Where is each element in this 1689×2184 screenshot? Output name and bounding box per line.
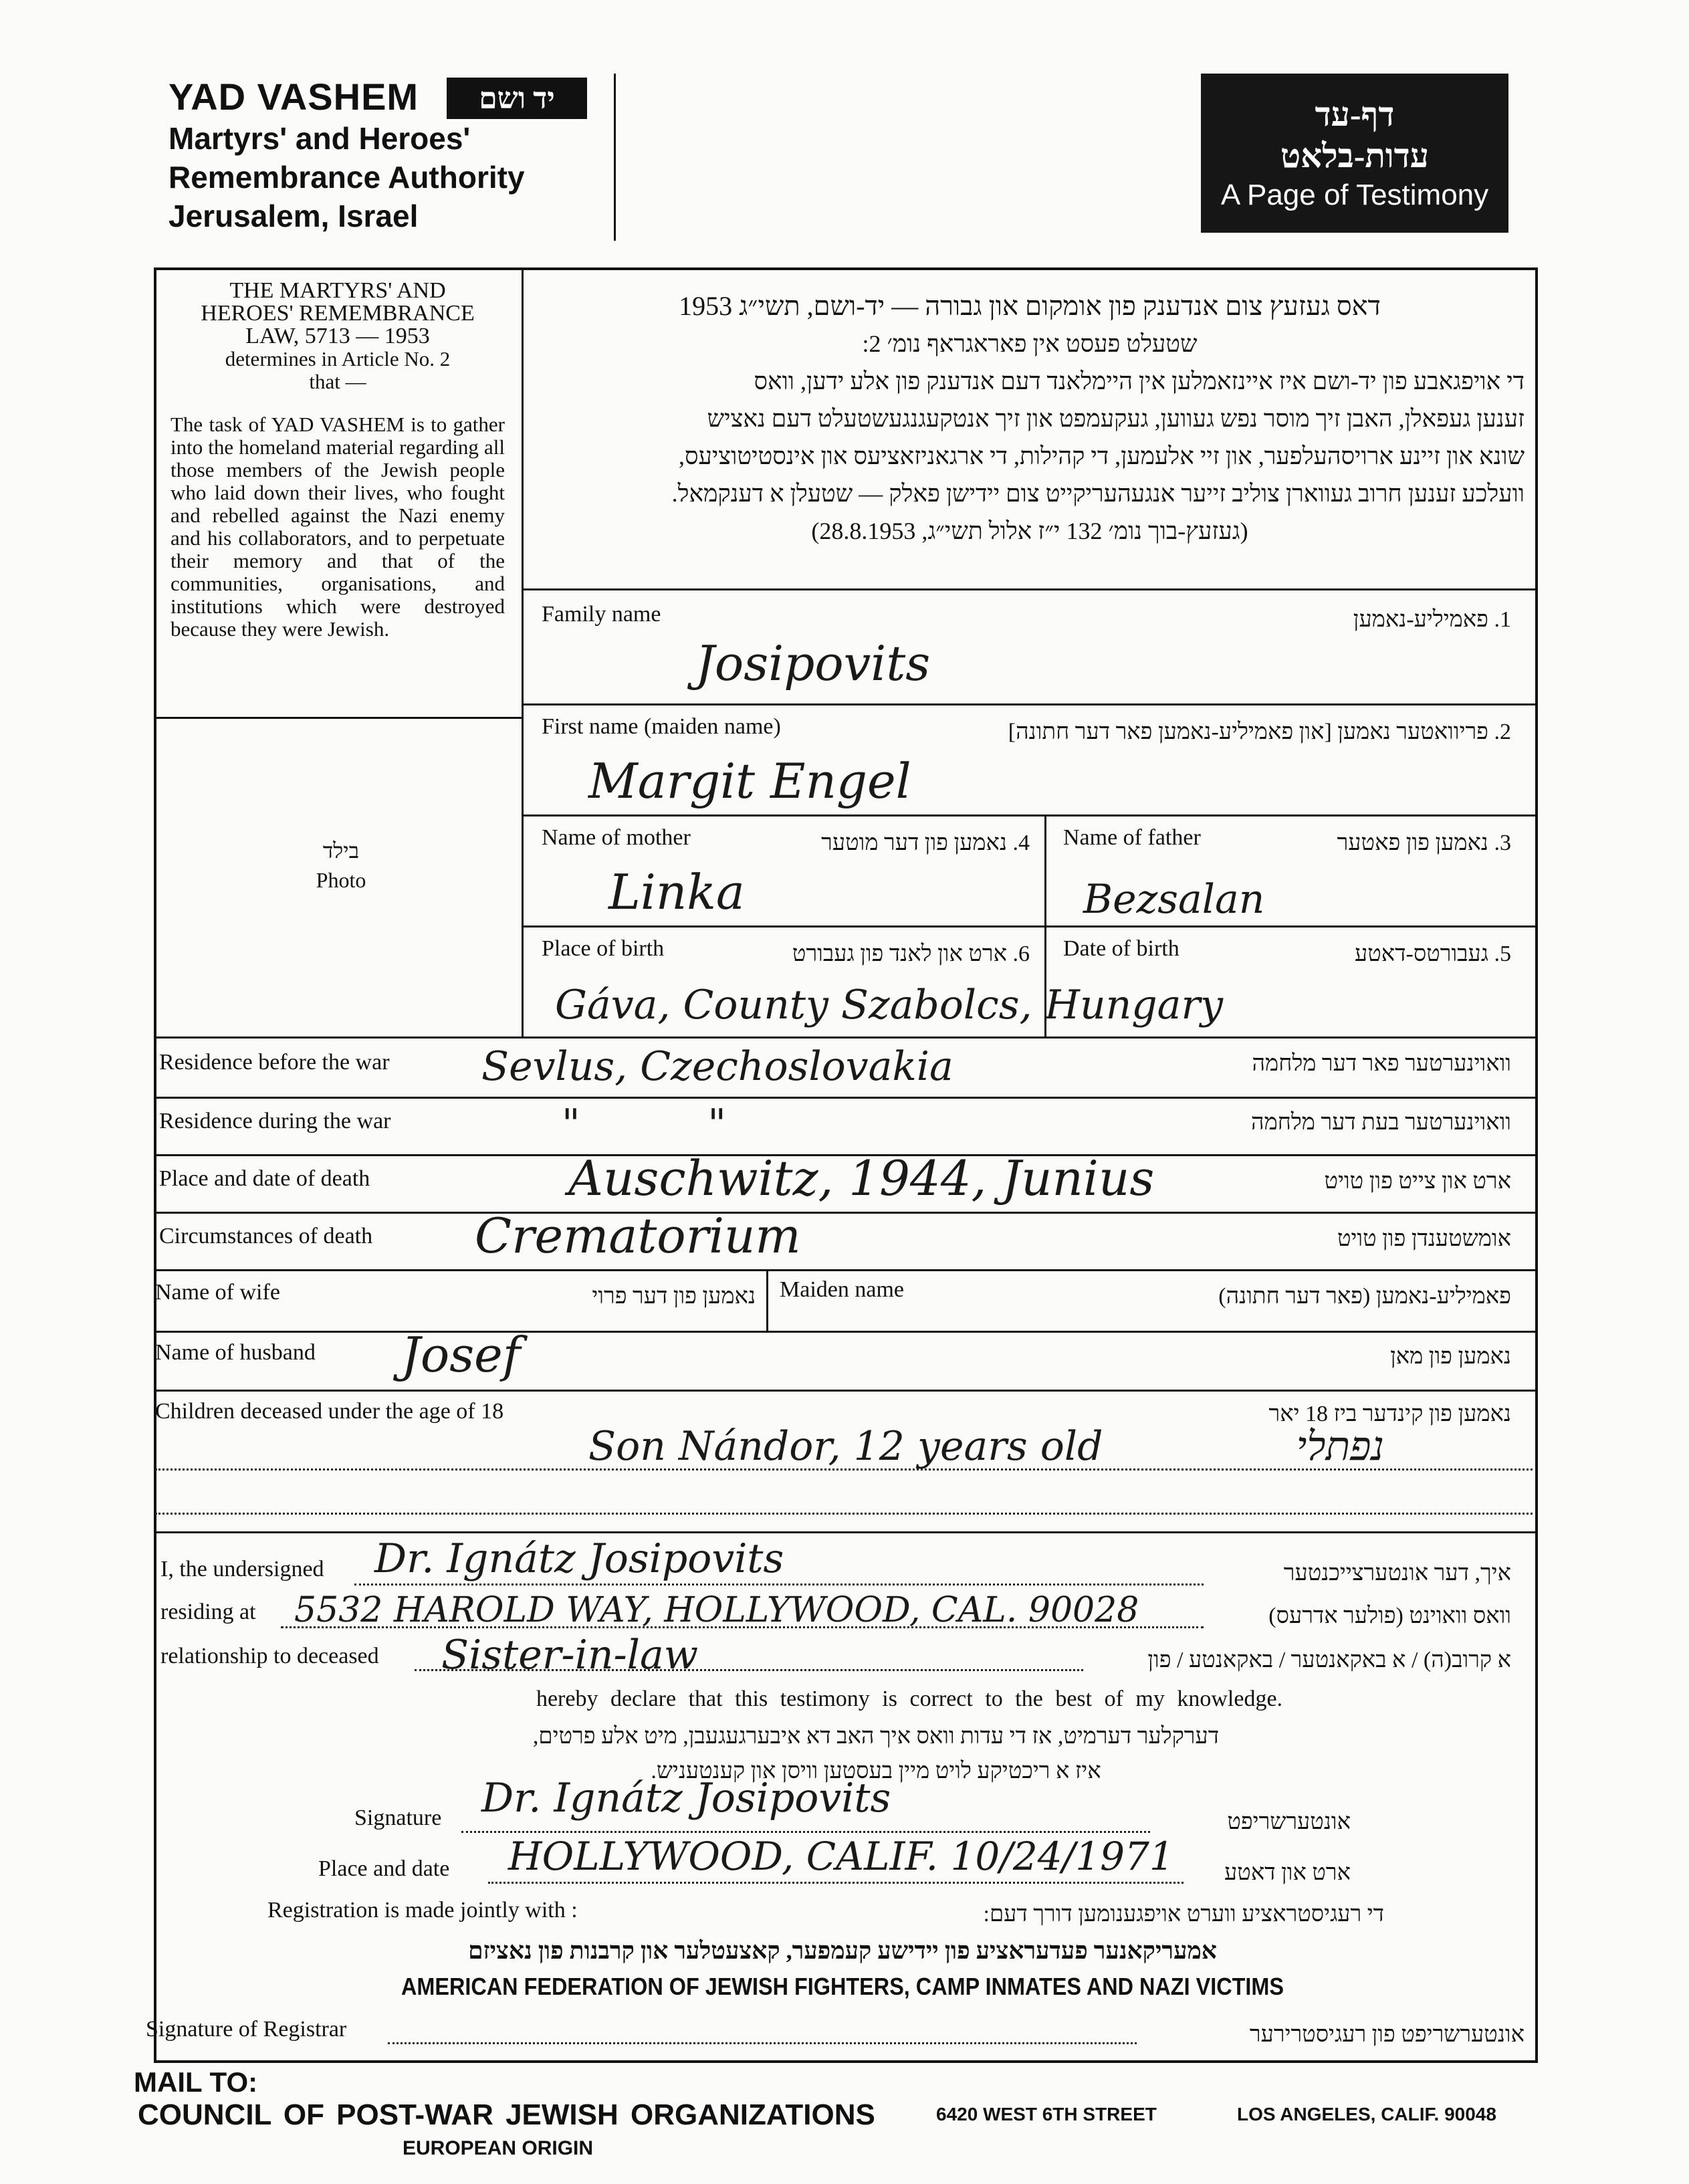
law-task-text: The task of YAD VASHEM is to gather into the homeland material regarding all those members of the Jewish people who laid down their lives, who fought and rebelled against the Nazi enemy and his collaborators, and to perpetuate their memory and that of the communities, organisations, and institutions which were destroyed because they were Jewish.	[171, 413, 505, 641]
undersigned-line	[354, 1584, 1204, 1586]
yiddish-law-line-3: די אויפגאבע פון יד-ושם איז איינזאמלען אין היימלאנד דעם אנדענק פון אלע ידען, וואס	[754, 368, 1525, 395]
undersigned-label-hebrew: איך, דער אונטערצייכנטער	[1283, 1561, 1511, 1586]
relationship-value[interactable]: Sister-in-law	[441, 1632, 699, 1678]
rule-wife	[154, 1269, 1538, 1271]
declaration-statement-hebrew-2: איז א ריכטיקע לויט מיין בעסטען וויסן און קענטעניש.	[651, 1759, 1101, 1783]
father-name-label-hebrew: 3. נאמען פון פאטער	[1337, 831, 1511, 855]
law-title-3: LAW, 5713 — 1953	[245, 324, 430, 348]
yiddish-law-line-6: וועלכע זענען חרוב געווארן צוליב זייער אנגעהעריקייט צום יידישן פאלק — שטעלן א דענקמאל.	[671, 480, 1525, 507]
residing-value[interactable]: 5532 HAROLD WAY, HOLLYWOOD, CAL. 90028	[294, 1590, 1139, 1630]
rule-residence-during	[154, 1097, 1538, 1099]
maiden-name-label: Maiden name	[780, 1277, 904, 1302]
rule-circumstances	[154, 1212, 1538, 1214]
law-title	[160, 280, 515, 393]
registration-label: Registration is made jointly with :	[267, 1898, 578, 1923]
signature-value[interactable]: Dr. Ignátz Josipovits	[481, 1775, 891, 1822]
father-name-label: Name of father	[1063, 825, 1201, 850]
children-value[interactable]: Son Nándor, 12 years old	[588, 1423, 1103, 1470]
declaration-statement: hereby declare that this testimony is correct to the best of my knowledge.	[536, 1686, 1283, 1711]
residence-before-value[interactable]: Sevlus, Czechoslovakia	[481, 1043, 953, 1090]
photo-placeholder	[281, 836, 401, 895]
registration-label-hebrew: די רעגיסטראציע ווערט אויפגענומען דורך דעם:	[983, 1902, 1384, 1927]
place-of-birth-label-hebrew: 6. ארט און לאנד פון געבורט	[792, 942, 1030, 966]
family-name-label-hebrew: 1. פאמיליע-נאמען	[1353, 607, 1511, 632]
org-line-1: Martyrs' and Heroes'	[168, 121, 471, 156]
council-origin: EUROPEAN ORIGIN	[403, 2137, 594, 2159]
wife-name-label-hebrew: נאמען פון דער פרוי	[592, 1284, 756, 1309]
law-title-1: THE MARTYRS' AND	[229, 278, 446, 303]
first-name-label-hebrew: 2. פריוואטער נאמען [און פאמיליע-נאמען פאר דער חתונה]	[1008, 720, 1511, 744]
mother-name-label-hebrew: 4. נאמען פון דער מוטער	[821, 831, 1030, 855]
registrar-label: Signature of Registrar	[146, 2017, 347, 2042]
death-place-date-value[interactable]: Auschwitz, 1944, Junius	[568, 1150, 1155, 1206]
relationship-label-hebrew: א קרוב(ה) / א באקאנטער / באקאנטע / פון	[1147, 1648, 1511, 1672]
council-city: LOS ANGELES, CALIF. 90048	[1237, 2104, 1496, 2124]
place-of-birth-value[interactable]: Gáva, County Szabolcs, Hungary	[555, 982, 1224, 1028]
husband-name-value[interactable]: Josef	[401, 1327, 521, 1383]
circumstances-value[interactable]: Crematorium	[475, 1208, 801, 1264]
org-line-2: Remembrance Authority	[168, 160, 525, 195]
maiden-name-label-hebrew: פאמיליע-נאמען (פאר דער חתונה)	[1218, 1284, 1511, 1309]
mother-name-value[interactable]: Linka	[608, 864, 745, 920]
family-name-value[interactable]: Josipovits	[695, 635, 931, 691]
rule-residence-before	[154, 1036, 1538, 1039]
children-value-hebrew[interactable]: נפתלי	[1296, 1423, 1384, 1470]
registrar-line	[388, 2042, 1137, 2044]
father-name-value[interactable]: Bezsalan	[1083, 876, 1265, 923]
org-name-hebrew-logo: יד ושם	[447, 78, 587, 119]
residence-during-label: Residence during the war	[159, 1109, 391, 1133]
declaration-statement-hebrew-1: דערקלער דערמיט, אז די עדות וואס איך האב דא איבערגעגעבן, מיט אלע פרטים,	[532, 1724, 1220, 1749]
signature-label: Signature	[354, 1806, 442, 1830]
circumstances-label-hebrew: אומשטענדן פון טויט	[1337, 1226, 1511, 1251]
date-of-birth-label-hebrew: 5. געבורטס-דאטע	[1355, 942, 1511, 966]
relationship-label: relationship to deceased	[160, 1644, 379, 1668]
left-column-divider	[522, 267, 524, 1036]
council-name: COUNCIL OF POST-WAR JEWISH ORGANIZATIONS	[138, 2098, 875, 2131]
yiddish-law-line-4: זענען געפאלן, האבן זיך מוסר נפש געווען, געקעמפט און זיך אנטקעגנגעשטעלט דעם נאציש	[707, 405, 1525, 432]
husband-name-label: Name of husband	[155, 1340, 316, 1365]
place-date-label-hebrew: ארט און דאטע	[1224, 1860, 1351, 1885]
wife-name-label: Name of wife	[155, 1280, 280, 1305]
place-date-line	[488, 1882, 1184, 1884]
residing-label-hebrew: וואס וואוינט (פולער אדרעס)	[1268, 1604, 1511, 1628]
date-of-birth-label: Date of birth	[1063, 936, 1179, 961]
death-place-date-label: Place and date of death	[159, 1166, 370, 1191]
family-name-label: Family name	[542, 602, 661, 627]
residence-during-value[interactable]: " "	[562, 1101, 726, 1148]
rule-family	[522, 588, 1538, 590]
testimony-hebrew-2: עדות-בלאט	[1280, 137, 1430, 175]
rule-declaration	[154, 1531, 1538, 1533]
children-label-hebrew: נאמען פון קינדער ביז 18 יאר	[1268, 1402, 1511, 1426]
rule-birth	[522, 925, 1538, 927]
residence-before-label: Residence before the war	[159, 1050, 390, 1075]
children-label: Children deceased under the age of 18	[155, 1399, 504, 1424]
testimony-english: A Page of Testimony	[1220, 179, 1489, 211]
org-line-3: Jerusalem, Israel	[168, 199, 419, 233]
photo-label-hebrew: בילד	[322, 839, 360, 863]
photo-label: Photo	[316, 868, 366, 892]
federation-name: AMERICAN FEDERATION OF JEWISH FIGHTERS, CAMP INMATES AND NAZI VICTIMS	[401, 1973, 1284, 2000]
place-date-value[interactable]: HOLLYWOOD, CALIF. 10/24/1971	[508, 1834, 1174, 1879]
testimony-hebrew-1: דף-עד	[1315, 96, 1395, 133]
registrar-label-hebrew: אונטערשריפט פון רעגיסטרירער	[1249, 2022, 1525, 2047]
husband-name-label-hebrew: נאמען פון מאן	[1390, 1344, 1511, 1369]
rule-children	[154, 1390, 1538, 1392]
undersigned-label: I, the undersigned	[160, 1557, 324, 1581]
wife-maiden-divider	[766, 1269, 768, 1331]
first-name-value[interactable]: Margit Engel	[588, 753, 911, 809]
mother-name-label: Name of mother	[542, 825, 691, 850]
first-name-label: First name (maiden name)	[542, 714, 781, 739]
law-title-5: that —	[309, 370, 366, 393]
header-divider	[614, 74, 616, 241]
children-dotted-line-2	[155, 1513, 1533, 1515]
residing-label: residing at	[160, 1600, 256, 1624]
residence-during-label-hebrew: וואוינערטער בעת דער מלחמה	[1251, 1110, 1511, 1135]
circumstances-label: Circumstances of death	[159, 1224, 373, 1248]
yiddish-law-line-1: דאס געזעץ צום אנדענק פון אומקום און גבורה — יד-ושם, תשי״ג 1953	[679, 291, 1381, 321]
residence-before-label-hebrew: וואוינערטער פאר דער מלחמה	[1252, 1051, 1511, 1076]
death-place-date-label-hebrew: ארט און צייט פון טויט	[1324, 1169, 1511, 1194]
undersigned-value[interactable]: Dr. Ignátz Josipovits	[374, 1535, 784, 1582]
org-name: YAD VASHEM	[168, 76, 419, 118]
federation-hebrew: אמעריקאנער פעדעראציע פון יידישע קעמפער, קאצעטלער און קרבנות פון נאציזם	[468, 1937, 1217, 1964]
rule-first-name	[522, 703, 1538, 705]
signature-label-hebrew: אונטערשריפט	[1227, 1810, 1351, 1834]
law-title-2: HEROES' REMEMBRANCE	[201, 301, 475, 326]
law-title-4: determines in Article No. 2	[225, 347, 451, 370]
page-of-testimony-box	[1201, 74, 1508, 233]
place-of-birth-label: Place of birth	[542, 936, 665, 961]
place-date-label: Place and date	[318, 1856, 450, 1881]
yiddish-law-line-5: שונא און זיינע ארויסהעלפער, און זיי אלעמען, די קהילות, די ארגאניזאציעס און אינסטיטוציעס,	[678, 443, 1525, 469]
signature-line	[461, 1831, 1150, 1833]
yiddish-law-line-2: שטעלט פעסט אין פאראגראף נומ׳ 2:	[862, 330, 1198, 357]
council-address: 6420 WEST 6TH STREET	[936, 2104, 1157, 2124]
rule-husband	[154, 1331, 1538, 1333]
mail-to-label: MAIL TO:	[134, 2066, 258, 2098]
yiddish-law-line-7: (געזעץ-בוך נומ׳ 132 י״ז אלול תשי״ג, 28.8.1953)	[811, 518, 1248, 544]
rule-parents	[522, 814, 1538, 816]
law-box-bottom	[154, 717, 523, 719]
yiddish-law-text	[535, 288, 1525, 550]
